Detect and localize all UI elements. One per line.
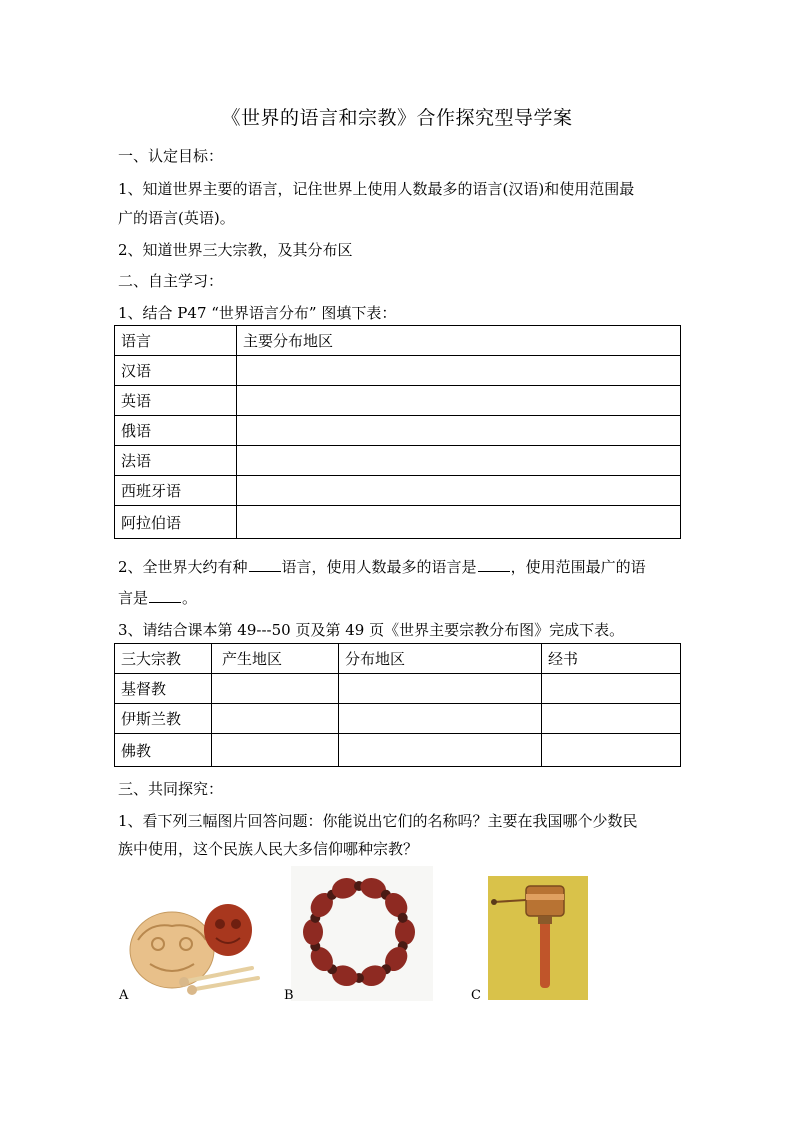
- goal-1-line-1: 1、知道世界主要的语言，记住世界上使用人数最多的语言(汉语)和使用范围最: [118, 180, 635, 198]
- prayer-wheel-image: [488, 876, 588, 1000]
- table-header-cell: 主要分布地区: [237, 326, 681, 356]
- answer-cell[interactable]: [212, 704, 339, 734]
- religion-cell: 佛教: [115, 734, 212, 767]
- table-row: [115, 386, 681, 416]
- table-row: [115, 476, 681, 506]
- answer-cell[interactable]: [237, 476, 681, 506]
- language-cell: 英语: [115, 386, 237, 416]
- figure-label-c: C: [471, 988, 481, 1003]
- language-cell: 法语: [115, 446, 237, 476]
- answer-cell[interactable]: [212, 734, 339, 767]
- answer-cell[interactable]: [339, 704, 542, 734]
- fill-blank[interactable]: [149, 601, 181, 603]
- question-2-text: 语言，使用人数最多的语言是: [281, 558, 477, 576]
- goal-1-line-2: 广的语言(英语)。: [118, 209, 235, 227]
- table-row: [115, 356, 681, 386]
- answer-cell[interactable]: [237, 356, 681, 386]
- table-row: [115, 416, 681, 446]
- language-table: [114, 325, 681, 539]
- answer-cell[interactable]: [339, 674, 542, 704]
- answer-cell[interactable]: [542, 704, 681, 734]
- religion-cell: 伊斯兰教: [115, 704, 212, 734]
- language-cell: 俄语: [115, 416, 237, 446]
- table-row: [115, 446, 681, 476]
- fill-blank[interactable]: [249, 570, 281, 572]
- answer-cell[interactable]: [339, 734, 542, 767]
- question-3: 3、请结合课本第 49---50 页及第 49 页《世界主要宗教分布图》完成下表。: [118, 621, 625, 639]
- table-header-cell: 三大宗教: [115, 644, 212, 674]
- answer-cell[interactable]: [542, 734, 681, 767]
- question-2-line-1: [118, 556, 646, 577]
- language-cell: 汉语: [115, 356, 237, 386]
- section-heading-goals: 一、认定目标：: [118, 147, 224, 165]
- question-2-text: 2、全世界大约有种: [118, 558, 248, 576]
- explore-question-line-1: 1、看下列三幅图片回答问题：你能说出它们的名称吗？主要在我国哪个少数民: [118, 812, 638, 830]
- table-row: [115, 704, 681, 734]
- answer-cell[interactable]: [237, 446, 681, 476]
- section-heading-self-study: 二、自主学习：: [118, 272, 224, 290]
- question-1: 1、结合 P47 “世界语言分布” 图填下表：: [118, 304, 397, 322]
- bead: [303, 919, 323, 945]
- table-header-cell: 产生地区: [212, 644, 339, 674]
- question-2-text: ，使用范围最广的语: [510, 558, 646, 576]
- table-row: [115, 674, 681, 704]
- language-cell: 阿拉伯语: [115, 506, 237, 539]
- table-row: [115, 326, 681, 356]
- question-2-text: 。: [182, 589, 198, 607]
- table-header-cell: 分布地区: [339, 644, 542, 674]
- table-row: [115, 644, 681, 674]
- question-2-line-2: [118, 587, 197, 608]
- religion-cell: 基督教: [115, 674, 212, 704]
- table-header-cell: 语言: [115, 326, 237, 356]
- question-2-text: 言是: [118, 589, 149, 607]
- religion-table: [114, 643, 681, 767]
- answer-cell[interactable]: [237, 386, 681, 416]
- fill-blank[interactable]: [478, 570, 510, 572]
- page-title: 《世界的语言和宗教》合作探究型导学案: [221, 107, 573, 129]
- prayer-beads-image: [291, 866, 433, 1001]
- bead: [395, 919, 415, 945]
- table-row: [115, 734, 681, 767]
- language-cell: 西班牙语: [115, 476, 237, 506]
- answer-cell[interactable]: [237, 416, 681, 446]
- wooden-fish-image: [120, 892, 270, 998]
- answer-cell[interactable]: [542, 674, 681, 704]
- table-header-cell: 经书: [542, 644, 681, 674]
- figure-label-a: A: [119, 988, 129, 1003]
- answer-cell[interactable]: [237, 506, 681, 539]
- goal-2: 2、知道世界三大宗教，及其分布区: [118, 241, 353, 259]
- section-heading-explore: 三、共同探究：: [118, 780, 224, 798]
- explore-question-line-2: 族中使用，这个民族人民大多信仰哪种宗教？: [118, 840, 419, 858]
- answer-cell[interactable]: [212, 674, 339, 704]
- table-row: [115, 506, 681, 539]
- figure-label-b: B: [284, 988, 294, 1003]
